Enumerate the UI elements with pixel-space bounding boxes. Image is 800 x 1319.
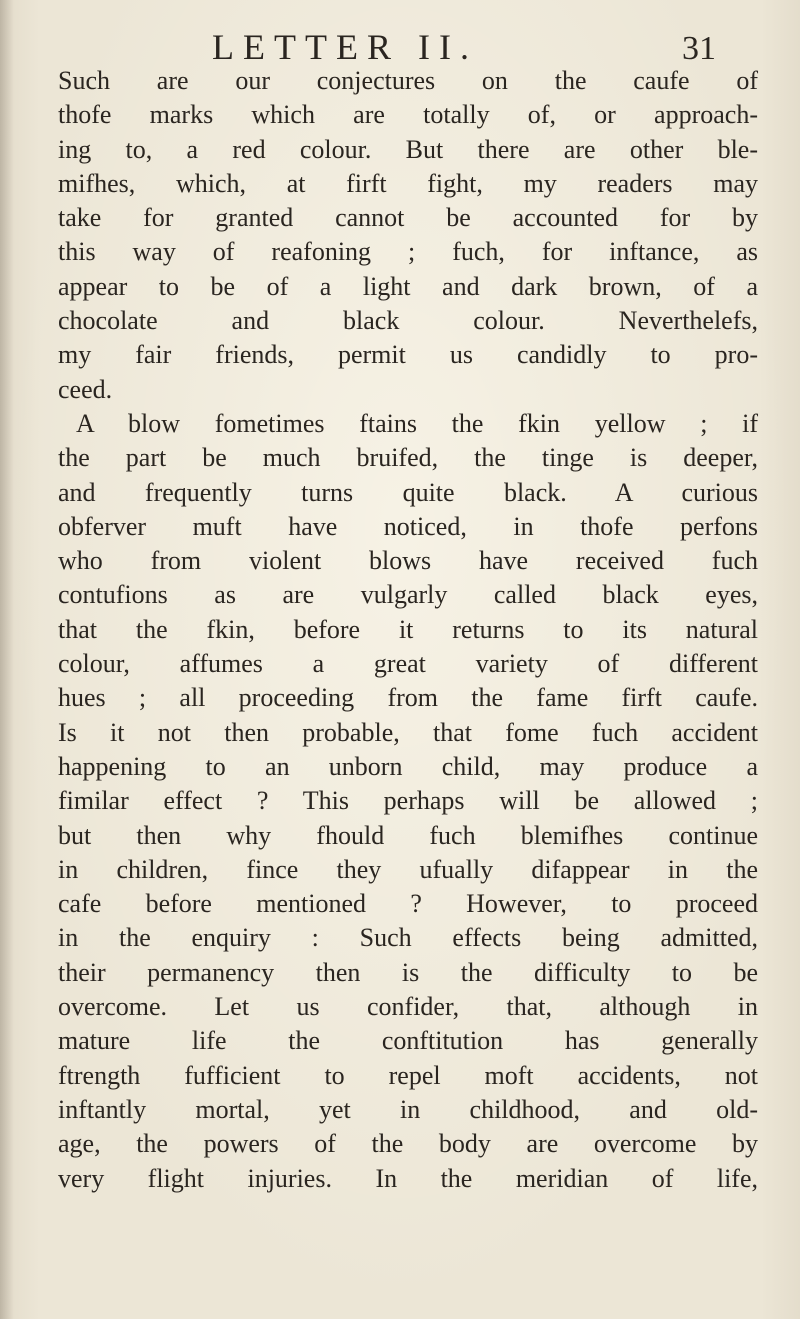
- text-line: overcome. Let us confider, that, although in: [58, 992, 758, 1022]
- text-line: inftantly mortal, yet in childhood, and old-: [58, 1094, 758, 1124]
- text-line: in children, fince they ufually difappear in the: [58, 854, 758, 884]
- text-line: Is it not then probable, that fome fuch accident: [58, 717, 758, 747]
- text-line: this way of reafoning ; fuch, for inftance, as: [58, 237, 758, 267]
- running-title: LETTER II.: [212, 27, 478, 67]
- text-line: mature life the conftitution has generally: [58, 1026, 758, 1056]
- text-line: Such are our conjectures on the caufe of: [58, 66, 758, 95]
- text-line: the part be much bruifed, the tinge is deeper,: [58, 443, 758, 473]
- text-line: hues ; all proceeding from the fame firft caufe.: [58, 683, 758, 713]
- page-number: 31: [682, 30, 716, 67]
- text-line: ceed.: [58, 374, 113, 404]
- text-line: their permanency then is the difficulty to be: [58, 957, 758, 987]
- gutter-shadow: [0, 0, 14, 1319]
- text-line: thofe marks which are totally of, or approach-: [58, 100, 758, 130]
- text-line: in the enquiry : Such effects being admitted,: [58, 923, 758, 953]
- text-line: ing to, a red colour. But there are other ble-: [58, 134, 758, 164]
- text-line: mifhes, which, at firft fight, my readers may: [58, 168, 758, 198]
- text-line: ftrength fufficient to repel moft accidents, not: [58, 1060, 758, 1090]
- text-line: A blow fometimes ftains the fkin yellow ; if: [76, 408, 758, 438]
- text-line: contufions as are vulgarly called black eyes,: [58, 580, 758, 610]
- text-line: take for granted cannot be accounted for by: [58, 203, 758, 233]
- text-line: and frequently turns quite black. A curious: [58, 477, 758, 507]
- text-line: obferver muft have noticed, in thofe perfons: [58, 511, 758, 541]
- text-line: very flight injuries. In the meridian of life,: [58, 1163, 758, 1193]
- body-text: [58, 64, 758, 1196]
- text-line: my fair friends, permit us candidly to pro-: [58, 340, 758, 370]
- text-line: but then why fhould fuch blemifhes continue: [58, 820, 758, 850]
- text-line: appear to be of a light and dark brown, of a: [58, 271, 758, 301]
- running-head: [0, 4, 800, 67]
- text-line: age, the powers of the body are overcome by: [58, 1129, 758, 1159]
- text-line: happening to an unborn child, may produce a: [58, 751, 758, 781]
- text-line: that the fkin, before it returns to its natural: [58, 614, 758, 644]
- text-line: cafe before mentioned ? However, to proceed: [58, 889, 758, 919]
- text-line: who from violent blows have received fuch: [58, 546, 758, 576]
- text-line: chocolate and black colour. Neverthelefs,: [58, 306, 758, 336]
- text-line: fimilar effect ? This perhaps will be allowed ;: [58, 786, 758, 816]
- text-line: colour, affumes a great variety of different: [58, 649, 758, 679]
